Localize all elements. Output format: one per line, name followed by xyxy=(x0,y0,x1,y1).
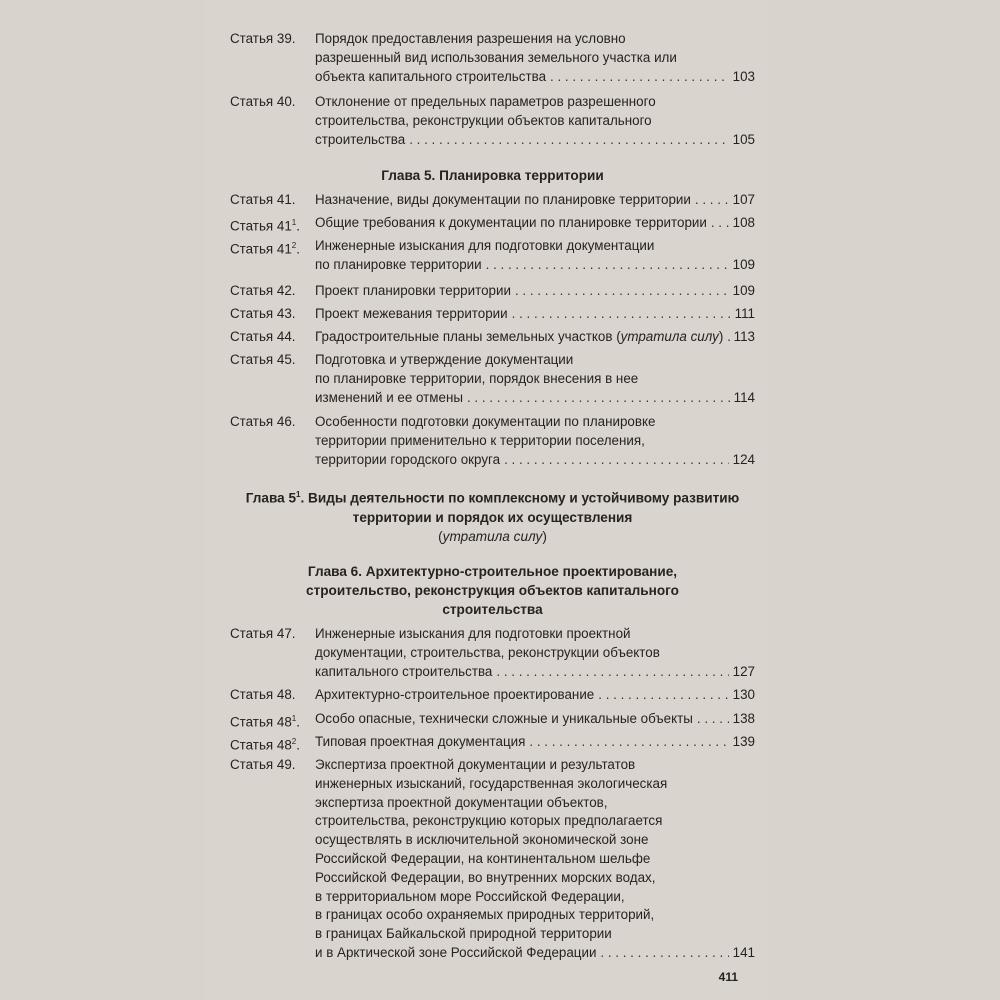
chapter-line: Глава $5^1$. Виды деятельности по комплексному и устойчивому развитию xyxy=(245,490,740,506)
title-last-line: объекта капитального строительства . . . 103 xyxy=(315,68,755,87)
leader-dots xyxy=(697,710,729,729)
article-label: Статья 39. xyxy=(230,31,296,46)
article-label: Статья $48^1$. xyxy=(230,714,300,730)
leader-dots xyxy=(496,663,728,682)
article-title xyxy=(315,351,755,407)
title-last-line: Назначение, виды документации по планировке территории . . . 107 xyxy=(315,191,755,210)
title-line: строительства, реконструкцию которых предполагается xyxy=(315,813,663,829)
article-title xyxy=(315,282,755,301)
page-ref: 139 xyxy=(732,734,755,749)
chapter-line: строительство, реконструкция объектов капитального xyxy=(306,583,679,598)
title-last-line: и в Арктической зоне Российской Федерации . . . 141 xyxy=(315,944,755,963)
title-line: Инженерные изыскания для подготовки документации xyxy=(315,238,655,253)
title-line: Отклонение от предельных параметров разрешенного xyxy=(315,94,656,109)
title-line: экспертиза проектной документации объектов, xyxy=(315,794,608,810)
title-line: документации, строительства, реконструкции объектов xyxy=(315,644,660,660)
title-last-line: Особо опасные, технически сложные и уникальные объекты . . . 138 xyxy=(315,710,755,729)
article-label: Статья 40. xyxy=(230,94,296,109)
title-last-line: Архитектурно-строительное проектирование . . . 130 xyxy=(315,686,755,705)
article-label: Статья 45. xyxy=(230,352,296,367)
title-line: Особенности подготовки документации по планировке xyxy=(315,414,656,429)
article-title xyxy=(315,305,755,324)
page-ref: 138 xyxy=(732,711,755,726)
page-ref: 114 xyxy=(733,389,755,405)
article-title xyxy=(315,237,755,275)
leader-dots xyxy=(515,282,729,301)
title-last-line: изменений и ее отмены . . . 114 xyxy=(315,389,755,408)
title-last-line: Общие требования к документации по планировке территории . . . 108 xyxy=(315,214,755,233)
article-label: Статья $41^1$. xyxy=(230,218,300,234)
article-title xyxy=(315,328,755,347)
page-ref: 113 xyxy=(733,329,755,344)
article-title xyxy=(315,756,755,963)
leader-dots xyxy=(727,328,729,347)
article-label: Статья 42. xyxy=(230,283,296,298)
page-ref: 105 xyxy=(732,131,755,147)
chapter-line: территории и порядок их осуществления xyxy=(352,509,633,525)
chapter-heading xyxy=(230,485,755,546)
article-title xyxy=(315,214,755,233)
title-line: Российской Федерации, во внутренних морских водах, xyxy=(315,869,656,885)
leader-dots xyxy=(600,944,728,963)
article-label: Статья 46. xyxy=(230,414,296,429)
title-last-line: Типовая проектная документация . . . 139 xyxy=(315,733,755,752)
title-line: в территориальном море Российской Федерации, xyxy=(315,888,625,904)
repealed-note: утратила силу xyxy=(620,329,719,344)
page-ref: 141 xyxy=(732,944,755,960)
title-last-line: строительства . . . 105 xyxy=(315,131,755,150)
article-title xyxy=(315,30,755,86)
page-ref: 108 xyxy=(732,215,755,230)
title-line: в границах особо охраняемых природных территорий, xyxy=(315,907,655,923)
article-title xyxy=(315,93,755,149)
title-line: строительства, реконструкции объектов капитального xyxy=(315,112,652,128)
chapter-note: (утратила силу) xyxy=(438,528,547,544)
leader-dots xyxy=(695,191,729,210)
leader-dots xyxy=(504,451,729,470)
title-line: по планировке территории, порядок внесения в нее xyxy=(315,370,639,386)
leader-dots xyxy=(512,305,731,324)
leader-dots xyxy=(409,131,728,150)
title-line: Порядок предоставления разрешения на условно xyxy=(315,31,626,46)
article-label: Статья 49. xyxy=(230,757,296,772)
leader-dots xyxy=(486,256,729,275)
page-ref: 107 xyxy=(732,192,755,207)
title-line: Экспертиза проектной документации и результатов xyxy=(315,757,636,772)
leader-dots xyxy=(598,686,728,705)
title-line: в границах Байкальской природной территории xyxy=(315,926,612,942)
title-last-line: территории городского округа . . . 124 xyxy=(315,451,755,470)
page-number: 411 xyxy=(718,970,738,984)
chapter-heading: Глава 5. Планировка территории xyxy=(381,168,604,183)
title-last-line: Проект планировки территории . . . 109 xyxy=(315,282,755,301)
article-title xyxy=(315,625,755,681)
article-label: Статья 48. xyxy=(230,687,296,702)
chapter-line: строительства xyxy=(442,602,543,617)
article-title xyxy=(315,733,755,752)
title-line: Российской Федерации, на континентальном шельфе xyxy=(315,850,651,866)
leader-dots xyxy=(711,214,729,233)
title-last-line: Проект межевания территории . . . 111 xyxy=(315,305,755,324)
title-line: осуществлять в исключительной экономической зоне xyxy=(315,832,649,848)
page-ref: 111 xyxy=(734,306,755,321)
article-title xyxy=(315,686,755,705)
title-last-line: Градостроительные планы земельных участков (утратила силу) . . . 113 xyxy=(315,328,755,347)
leader-dots xyxy=(467,389,730,408)
title-line: разрешенный вид использования земельного участка или xyxy=(315,49,677,65)
page-ref: 124 xyxy=(732,451,755,467)
chapter-line: Глава 6. Архитектурно-строительное проектирование, xyxy=(307,564,678,579)
page-ref: 109 xyxy=(732,256,755,272)
article-label: Статья 41. xyxy=(230,192,296,207)
leader-dots xyxy=(550,68,729,87)
title-line: Подготовка и утверждение документации xyxy=(315,352,574,367)
page-ref: 127 xyxy=(732,663,755,679)
leader-dots xyxy=(529,733,728,752)
title-line: инженерных изысканий, государственная экологическая xyxy=(315,775,668,791)
page-ref: 130 xyxy=(732,687,755,702)
page-ref: 103 xyxy=(732,68,755,84)
title-last-line: капитального строительства . . . 127 xyxy=(315,663,755,682)
chapter-heading xyxy=(230,562,755,619)
article-label: Статья 43. xyxy=(230,306,296,321)
title-line: Инженерные изыскания для подготовки проектной xyxy=(315,626,631,641)
article-label: Статья $48^2$. xyxy=(230,737,300,753)
article-label: Статья $41^2$. xyxy=(230,241,300,257)
article-title xyxy=(315,191,755,210)
article-label: Статья 44. xyxy=(230,329,296,344)
table-of-contents xyxy=(205,0,770,1000)
title-last-line: по планировке территории . . . 109 xyxy=(315,256,755,275)
article-title xyxy=(315,710,755,729)
article-label: Статья 47. xyxy=(230,626,296,641)
page-ref: 109 xyxy=(732,283,755,298)
article-title xyxy=(315,413,755,469)
title-line: территории применительно к территории поселения, xyxy=(315,432,645,448)
